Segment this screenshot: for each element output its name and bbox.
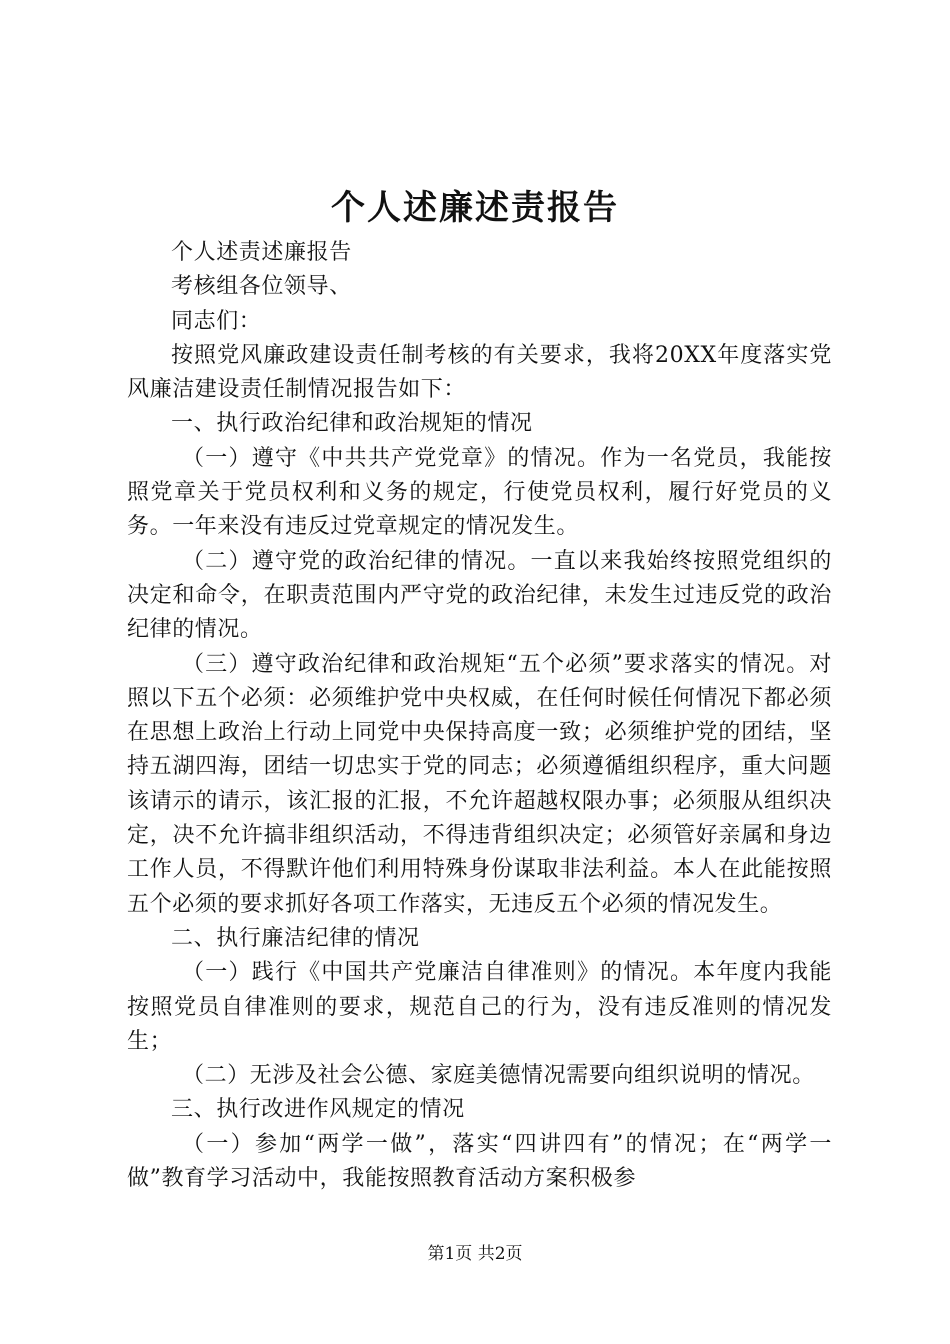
paragraph-salutation-2: 同志们： — [171, 308, 262, 334]
paragraph-1-3: （三）遵守政治纪律和政治规矩“五个必须”要求落实的情况。对照以下五个必须：必须维护党中央权威，在任何时候任何情况下都必须在思想上政治上行动上同党中央保持高度一致；必须维护党的团结，坚持五湖四海，团结一切忠实于党的同志；必须遵循组织程序，重大问题该请示的请示，该汇报的汇报，不允许超越权限办事；必须服从组织决定，决不允许搞非组织活动，不得违背组织决定；必须管好亲属和身边工作人员，不得默许他们利用特殊身份谋取非法利益。本人在此能按照五个必须的要求抓好各项工作落实，无违反五个必须的情况发生。 — [127, 651, 832, 917]
paragraph-subtitle: 个人述责述廉报告 — [171, 240, 352, 265]
document-body — [127, 236, 832, 1196]
paragraph-1-1: （一）遵守《中共共产党党章》的情况。作为一名党员，我能按照党章关于党员权利和义务的规定，行使党员权利，履行好党员的义务。一年来没有违反过党章规定的情况发生。 — [127, 445, 832, 540]
paragraph-intro: 按照党风廉政建设责任制考核的有关要求，我将20XX年度落实党风廉洁建设责任制情况报告如下： — [127, 342, 832, 403]
page-footer — [0, 1242, 950, 1266]
paragraph-3-1: （一）参加“两学一做”，落实“四讲四有”的情况；在“两学一做”教育学习活动中，我能按照教育活动方案积极参 — [127, 1131, 832, 1192]
section-heading-2: 二、执行廉洁纪律的情况 — [171, 925, 420, 951]
page-total: 共2页 — [477, 1244, 523, 1264]
paragraph-salutation-1: 考核组各位领导、 — [171, 274, 352, 300]
page-number: 第1页 — [427, 1244, 473, 1264]
document-title: 个人述廉述责报告 — [331, 188, 619, 228]
section-heading-3: 三、执行改进作风规定的情况 — [171, 1097, 465, 1123]
section-heading-1: 一、执行政治纪律和政治规矩的情况 — [171, 411, 533, 437]
paragraph-1-2: （二）遵守党的政治纪律的情况。一直以来我始终按照党组织的决定和命令，在职责范围内严守党的政治纪律，未发生过违反党的政治纪律的情况。 — [127, 548, 832, 643]
paragraph-2-2: （二）无涉及社会公德、家庭美德情况需要向组织说明的情况。 — [182, 1063, 815, 1089]
paragraph-2-1: （一）践行《中国共产党廉洁自律准则》的情况。本年度内我能按照党员自律准则的要求，规范自己的行为，没有违反准则的情况发生； — [127, 960, 832, 1054]
